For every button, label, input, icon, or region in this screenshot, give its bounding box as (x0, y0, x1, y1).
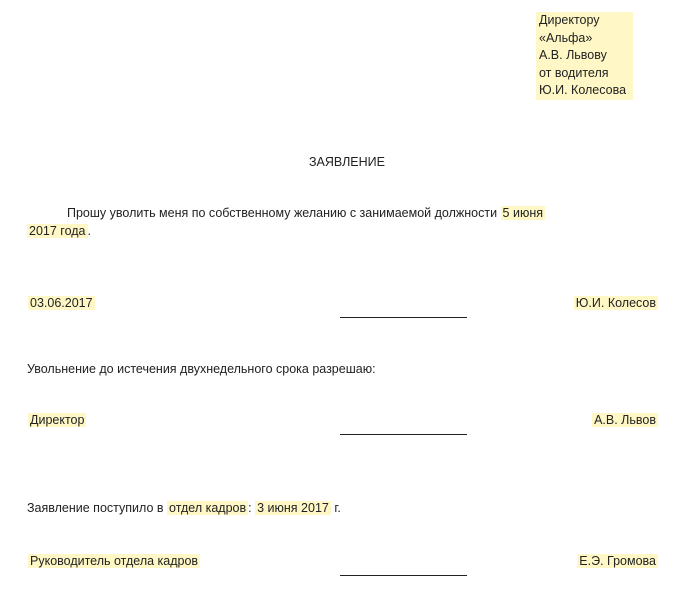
addressee-line: «Альфа» (536, 30, 633, 48)
resignation-date-year: 2017 года (29, 224, 86, 238)
resignation-date-day: 5 июня (502, 206, 544, 220)
addressee-line: Директору (536, 12, 633, 30)
receipt-department: отдел кадров (169, 501, 247, 515)
hr-signature-line (340, 575, 467, 576)
request-text-end: . (87, 224, 91, 238)
receipt-note (27, 501, 341, 515)
addressee-line: А.В. Львову (536, 47, 633, 65)
application-date: 03.06.2017 (30, 296, 93, 310)
employee-name: Ю.И. Колесов (575, 296, 656, 310)
director-position: Директор (30, 413, 85, 427)
receipt-colon: : (248, 501, 252, 515)
addressee-line: Ю.И. Колесова (536, 82, 633, 100)
receipt-year-suffix: г. (334, 501, 341, 515)
approval-text: Увольнение до истечения двухнедельного срока разрешаю: (27, 362, 376, 376)
employee-signature-line (340, 317, 467, 318)
director-signature-line (340, 434, 467, 435)
hr-head-name: Е.Э. Громова (579, 554, 656, 568)
receipt-text: Заявление поступило в (27, 501, 164, 515)
addressee-block (536, 12, 633, 100)
document-title: ЗАЯВЛЕНИЕ (308, 155, 385, 169)
hr-head-position: Руководитель отдела кадров (30, 554, 199, 568)
director-name: А.В. Львов (594, 413, 656, 427)
receipt-date: 3 июня 2017 (257, 501, 329, 515)
request-text: Прошу уволить меня по собственному желанию с занимаемой должности (67, 206, 498, 220)
request-paragraph (27, 204, 587, 240)
addressee-line: от водителя (536, 65, 633, 83)
